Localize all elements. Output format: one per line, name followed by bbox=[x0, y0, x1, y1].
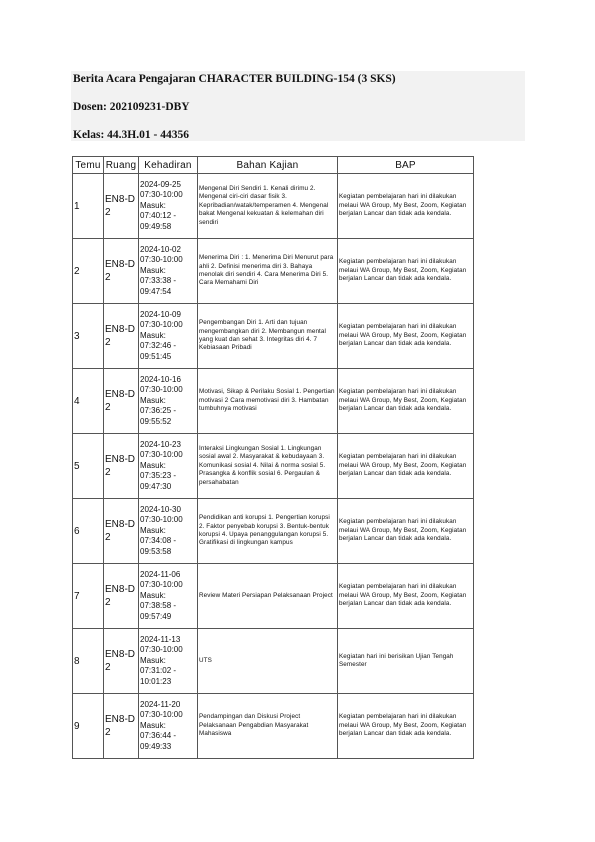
checkin-time: 07:38:58 - bbox=[140, 601, 177, 611]
date-text: 2024-10-23 bbox=[140, 439, 181, 449]
cell-bahan-kajian: Interaksi Lingkungan Sosial 1. Lingkungan sosial awal 2. Masyarakat & kebudayaan 3. Komunikasi sosial 4. Nilai & norma sosial 5. Prasangka & konflik sosial 6. Pergaulan & persahabatan bbox=[198, 434, 338, 499]
schedule-time: 07:30-10:00 bbox=[140, 710, 183, 720]
cell-ruang: EN8-D2 bbox=[104, 174, 139, 239]
checkout-time: 10:01:23 bbox=[140, 676, 172, 686]
table-row bbox=[73, 239, 474, 304]
cell-bap: Kegiatan pembelajaran hari ini dilakukan melaui WA Group, My Best, Zoom, Kegiatan berjalan Lancar dan tidak ada kendala. bbox=[338, 499, 474, 564]
checkin-time: 07:40:12 - bbox=[140, 211, 177, 221]
cell-ruang: EN8-D2 bbox=[104, 369, 139, 434]
checkin-label: Masuk: bbox=[140, 590, 166, 600]
cell-temu: 7 bbox=[73, 564, 104, 629]
checkin-label: Masuk: bbox=[140, 525, 166, 535]
cell-temu: 8 bbox=[73, 629, 104, 694]
date-text: 2024-10-16 bbox=[140, 374, 181, 384]
checkin-label: Masuk: bbox=[140, 265, 166, 275]
cell-kehadiran bbox=[139, 239, 198, 304]
column-header-ruang: Ruang bbox=[104, 157, 139, 174]
cell-ruang: EN8-D2 bbox=[104, 239, 139, 304]
date-text: 2024-09-25 bbox=[140, 179, 181, 189]
table-row bbox=[73, 629, 474, 694]
schedule-time: 07:30-10:00 bbox=[140, 320, 183, 330]
checkin-time: 07:32:46 - bbox=[140, 341, 177, 351]
cell-kehadiran bbox=[139, 694, 198, 759]
checkin-time: 07:36:44 - bbox=[140, 731, 177, 741]
cell-bahan-kajian: Mengenal Diri Sendiri 1. Kenali dirimu 2. Mengenal ciri-ciri dasar fisik 3. Kepribadian/watak/temperamen 4. Mengenal bakat Mengenal kekuatan & kelemahan diri sendiri bbox=[198, 174, 338, 239]
table-row bbox=[73, 499, 474, 564]
checkout-time: 09:51:45 bbox=[140, 351, 172, 361]
cell-ruang: EN8-D2 bbox=[104, 304, 139, 369]
cell-ruang: EN8-D2 bbox=[104, 564, 139, 629]
lecturer-label: Dosen: 202109231-DBY bbox=[73, 101, 190, 113]
cell-bap: Kegiatan pembelajaran hari ini dilakukan melaui WA Group, My Best, Zoom, Kegiatan berjalan Lancar dan tidak ada kendala. bbox=[338, 369, 474, 434]
schedule-time: 07:30-10:00 bbox=[140, 450, 183, 460]
cell-ruang: EN8-D2 bbox=[104, 694, 139, 759]
cell-bap: Kegiatan pembelajaran hari ini dilakukan melaui WA Group, My Best, Zoom, Kegiatan berjalan Lancar dan tidak ada kendala. bbox=[338, 239, 474, 304]
cell-kehadiran bbox=[139, 434, 198, 499]
date-text: 2024-10-30 bbox=[140, 504, 181, 514]
cell-kehadiran bbox=[139, 564, 198, 629]
cell-kehadiran bbox=[139, 304, 198, 369]
date-text: 2024-10-09 bbox=[140, 309, 181, 319]
cell-temu: 4 bbox=[73, 369, 104, 434]
cell-bap: Kegiatan pembelajaran hari ini dilakukan melaui WA Group, My Best, Zoom, Kegiatan berjalan Lancar dan tidak ada kendala. bbox=[338, 304, 474, 369]
cell-bap: Kegiatan pembelajaran hari ini dilakukan melaui WA Group, My Best, Zoom, Kegiatan berjalan Lancar dan tidak ada kendala. bbox=[338, 564, 474, 629]
table-row bbox=[73, 694, 474, 759]
cell-kehadiran bbox=[139, 499, 198, 564]
table-header-row bbox=[73, 157, 474, 174]
cell-bahan-kajian: Motivasi, Sikap & Perilaku Sosial 1. Pengertian motivasi 2 Cara memotivasi diri 3. Hambatan tumbuhnya motivasi bbox=[198, 369, 338, 434]
cell-bahan-kajian: Menerima Diri : 1. Menerima Diri Menurut para ahli 2. Definisi menerima diri 3. Bahaya menolak diri sendiri 4. Cara Menerima Diri 5. Cara Memahami Diri bbox=[198, 239, 338, 304]
table-row bbox=[73, 304, 474, 369]
checkin-time: 07:34:08 - bbox=[140, 536, 177, 546]
class-label: Kelas: 44.3H.01 - 44356 bbox=[73, 129, 189, 141]
cell-bahan-kajian: Pengembangan Diri 1. Arti dan tujuan mengembangkan diri 2. Membangun mental yang kuat dan sehat 3. Integritas diri 4. 7 Kebiasaan Pribadi bbox=[198, 304, 338, 369]
date-text: 2024-11-06 bbox=[140, 569, 181, 579]
cell-temu: 2 bbox=[73, 239, 104, 304]
table-row bbox=[73, 564, 474, 629]
date-text: 2024-10-02 bbox=[140, 244, 181, 254]
cell-bahan-kajian: Review Materi Persiapan Pelaksanaan Project bbox=[198, 564, 338, 629]
schedule-time: 07:30-10:00 bbox=[140, 515, 183, 525]
checkin-time: 07:33:38 - bbox=[140, 276, 177, 286]
checkin-time: 07:31:02 - bbox=[140, 666, 177, 676]
date-text: 2024-11-13 bbox=[140, 634, 181, 644]
checkin-label: Masuk: bbox=[140, 720, 166, 730]
checkout-time: 09:53:58 bbox=[140, 546, 172, 556]
cell-temu: 1 bbox=[73, 174, 104, 239]
cell-temu: 5 bbox=[73, 434, 104, 499]
column-header-bahan-kajian: Bahan Kajian bbox=[198, 157, 338, 174]
table-row bbox=[73, 174, 474, 239]
document-title: Berita Acara Pengajaran CHARACTER BUILDING-154 (3 SKS) bbox=[73, 73, 396, 85]
cell-temu: 6 bbox=[73, 499, 104, 564]
cell-ruang: EN8-D2 bbox=[104, 434, 139, 499]
checkin-label: Masuk: bbox=[140, 200, 166, 210]
schedule-time: 07:30-10:00 bbox=[140, 580, 183, 590]
cell-kehadiran bbox=[139, 629, 198, 694]
cell-temu: 3 bbox=[73, 304, 104, 369]
cell-bahan-kajian: UTS bbox=[198, 629, 338, 694]
checkin-time: 07:35:23 - bbox=[140, 471, 177, 481]
checkin-label: Masuk: bbox=[140, 655, 166, 665]
checkout-time: 09:49:58 bbox=[140, 221, 172, 231]
cell-bap: Kegiatan pembelajaran hari ini dilakukan melaui WA Group, My Best, Zoom, Kegiatan berjalan Lancar dan tidak ada kendala. bbox=[338, 174, 474, 239]
cell-bahan-kajian: Pendidikan anti korupsi 1. Pengertian korupsi 2. Faktor penyebab korupsi 3. Bentuk-bentuk korupsi 4. Upaya penanggulangan korupsi 5. Gratifikasi di lingkungan kampus bbox=[198, 499, 338, 564]
checkout-time: 09:49:33 bbox=[140, 741, 172, 751]
checkout-time: 09:55:52 bbox=[140, 416, 172, 426]
schedule-time: 07:30-10:00 bbox=[140, 645, 183, 655]
table-row bbox=[73, 369, 474, 434]
checkout-time: 09:57:49 bbox=[140, 611, 172, 621]
checkin-label: Masuk: bbox=[140, 330, 166, 340]
schedule-time: 07:30-10:00 bbox=[140, 385, 183, 395]
cell-ruang: EN8-D2 bbox=[104, 629, 139, 694]
cell-temu: 9 bbox=[73, 694, 104, 759]
cell-kehadiran bbox=[139, 174, 198, 239]
checkin-label: Masuk: bbox=[140, 460, 166, 470]
cell-kehadiran bbox=[139, 369, 198, 434]
cell-bap: Kegiatan pembelajaran hari ini dilakukan melaui WA Group, My Best, Zoom, Kegiatan berjalan Lancar dan tidak ada kendala. bbox=[338, 694, 474, 759]
cell-ruang: EN8-D2 bbox=[104, 499, 139, 564]
schedule-time: 07:30-10:00 bbox=[140, 190, 183, 200]
column-header-temu: Temu bbox=[73, 157, 104, 174]
schedule-time: 07:30-10:00 bbox=[140, 255, 183, 265]
checkout-time: 09:47:54 bbox=[140, 286, 172, 296]
cell-bap: Kegiatan pembelajaran hari ini dilakukan melaui WA Group, My Best, Zoom, Kegiatan berjalan Lancar dan tidak ada kendala. bbox=[338, 434, 474, 499]
column-header-kehadiran: Kehadiran bbox=[139, 157, 198, 174]
column-header-bap: BAP bbox=[338, 157, 474, 174]
checkin-time: 07:36:25 - bbox=[140, 406, 177, 416]
attendance-table bbox=[72, 156, 474, 759]
cell-bap: Kegiatan hari ini berisikan Ujian Tengah Semester bbox=[338, 629, 474, 694]
checkout-time: 09:47:30 bbox=[140, 481, 172, 491]
table-row bbox=[73, 434, 474, 499]
checkin-label: Masuk: bbox=[140, 395, 166, 405]
cell-bahan-kajian: Pendampingan dan Diskusi Project Pelaksanaan Pengabdian Masyarakat Mahasiswa bbox=[198, 694, 338, 759]
date-text: 2024-11-20 bbox=[140, 699, 181, 709]
